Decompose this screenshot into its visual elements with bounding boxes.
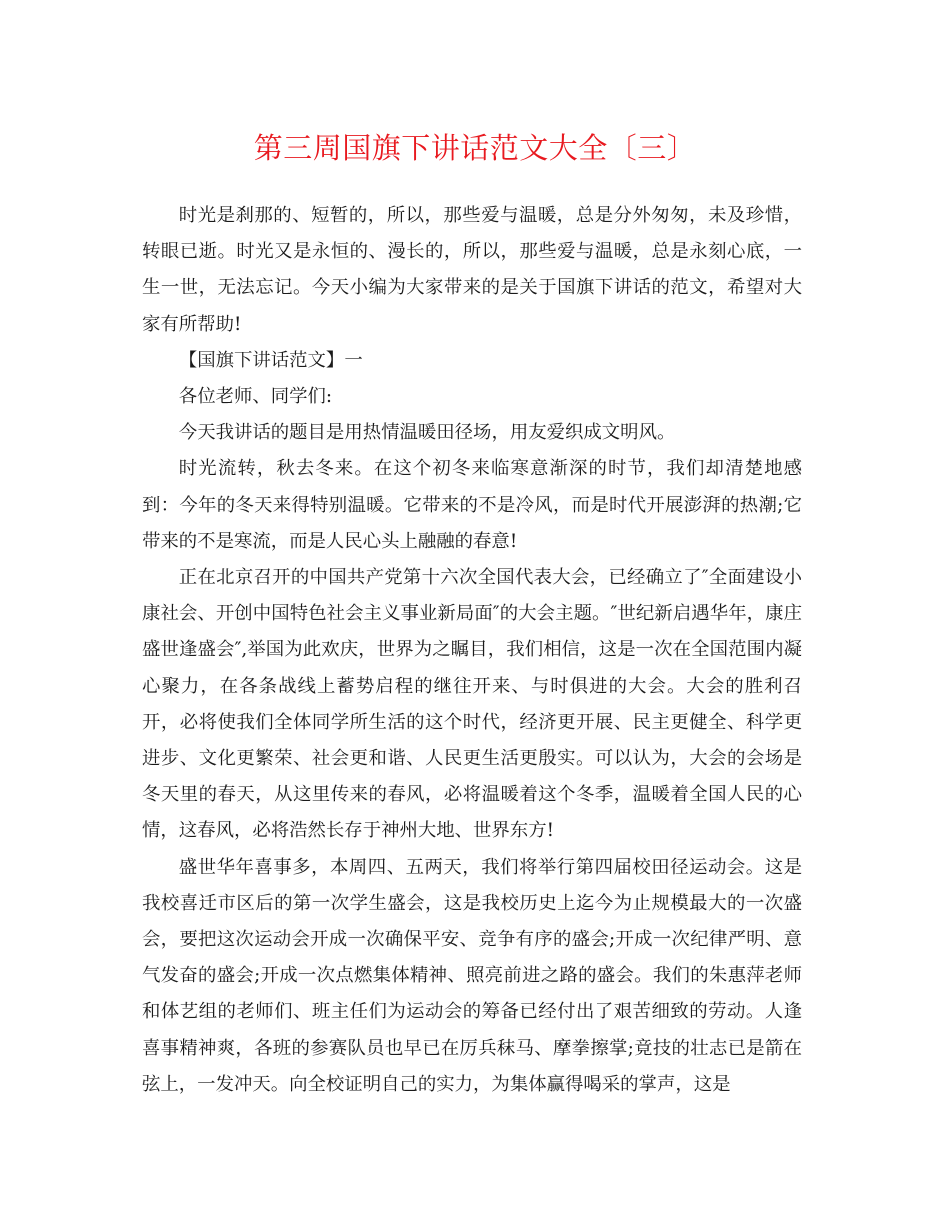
paragraph-topic: 今天我讲话的题目是用热情温暖田径场，用友爱织成文明风。 bbox=[178, 422, 676, 444]
paragraph-intro: 时光是刹那的、短暂的，所以，那些爱与温暖，总是分外匆匆，未及珍惜，转眼已逝。时光又是永恒的、漫长的，所以，那些爱与温暖，总是永刻心底，一生一世，无法忘记。今天小编为大家带来的是关于国旗下讲话的范文，希望对大家有所帮助! bbox=[142, 205, 802, 335]
paragraph-section-heading: 【国旗下讲话范文】一 bbox=[178, 349, 363, 371]
paragraph-sports-meet: 盛世华年喜事多，本周四、五两天，我们将举行第四届校田径运动会。这是我校喜迁市区后的第一次学生盛会，这是我校历史上迄今为止规模最大的一次盛会，要把这次运动会开成一次确保平安、竞争有序的盛会;开成一次纪律严明、意气发奋的盛会;开成一次点燃集体精神、照亮前进之路的盛会。我们的朱惠萍老师和体艺组的老师们、班主任们为运动会的筹备已经付出了艰苦细致的劳动。人逢喜事精神爽，各班的参赛队员也早已在厉兵秣马、摩拳擦掌;竟技的壮志已是箭在弦上，一发冲天。向全校证明自己的实力，为集体赢得喝采的掌声，这是 bbox=[142, 856, 802, 1095]
paragraph-salutation: 各位老师、同学们: bbox=[178, 386, 333, 408]
document-title: 第三周国旗下讲话范文大全〔三〕 bbox=[253, 131, 697, 165]
document-body bbox=[142, 198, 802, 1103]
paragraph-congress: 正在北京召开的中国共产党第十六次全国代表大会，已经确立了″全面建设小康社会、开创中国特色社会主义事业新局面″的大会主题。″世纪新启遇华年，康庄盛世逢盛会″,举国为此欢庆，世界为之瞩目，我们相信，这是一次在全国范围内凝心聚力，在各条战线上蓄势启程的继往开来、与时俱进的大会。大会的胜利召开，必将使我们全体同学所生活的这个时代，经济更开展、民主更健全、科学更进步、文化更繁荣、社会更和谐、人民更生活更殷实。可以认为，大会的会场是冬天里的春天，从这里传来的春风，必将温暖着这个冬季，温暖着全国人民的心情，这春风，必将浩然长存于神州大地、世界东方! bbox=[142, 567, 802, 842]
paragraph-season: 时光流转，秋去冬来。在这个初冬来临寒意渐深的时节，我们却清楚地感到：今年的冬天来得特别温暖。它带来的不是冷风，而是时代开展澎湃的热潮;它带来的不是寒流，而是人民心头上融融的春意! bbox=[142, 458, 802, 552]
